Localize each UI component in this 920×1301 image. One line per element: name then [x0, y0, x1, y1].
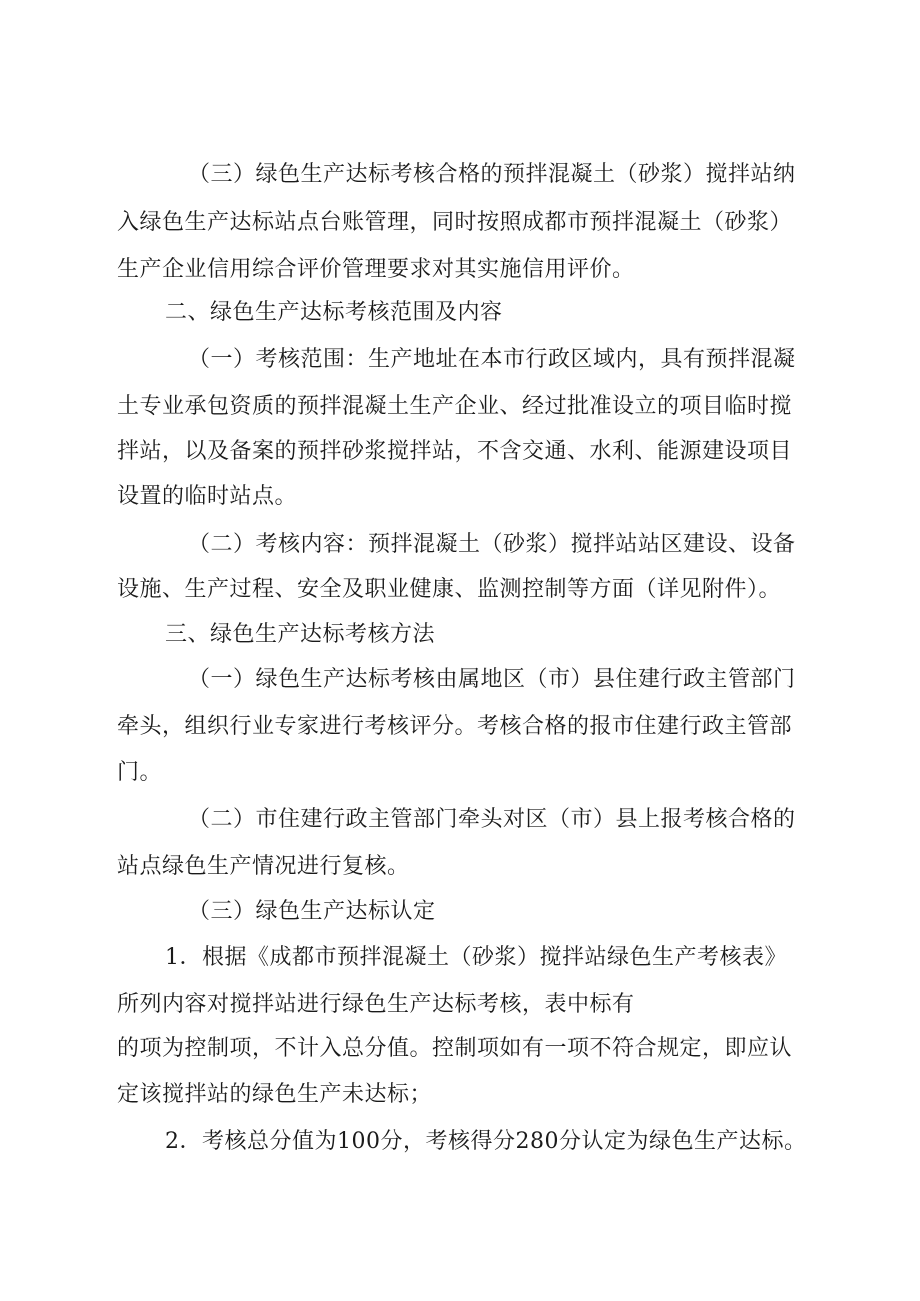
- section-heading: 二、绿色生产达标考核范围及内容: [165, 300, 503, 325]
- list-item: 1．根据《成都市预拌混凝土（砂浆）搅拌站绿色生产考核表》: [165, 945, 787, 970]
- paragraph-line: 定该搅拌站的绿色生产未达标；: [117, 1082, 433, 1107]
- paragraph-line: 生产企业信用综合评价管理要求对其实施信用评价。: [117, 257, 635, 282]
- paragraph-line: （一）考核范围：生产地址在本市行政区域内，具有预拌混凝: [188, 347, 796, 372]
- paragraph-line: （三）绿色生产达标考核合格的预拌混凝土（砂浆）搅拌站纳: [188, 162, 796, 187]
- paragraph-line: 设置的临时站点。: [117, 484, 298, 509]
- paragraph-line: 设施、生产过程、安全及职业健康、监测控制等方面（详见附件）。: [117, 577, 782, 602]
- paragraph-line: 入绿色生产达标站点台账管理，同时按照成都市预拌混凝土（砂浆）: [117, 210, 793, 235]
- subsection-heading: （三）绿色生产达标认定: [188, 899, 436, 924]
- paragraph-line: 站点绿色生产情况进行复核。: [117, 854, 410, 879]
- section-heading: 三、绿色生产达标考核方法: [165, 622, 436, 647]
- paragraph-line: 门。: [117, 760, 163, 785]
- paragraph-line: 所列内容对搅拌站进行绿色生产达标考核，表中标有: [117, 992, 635, 1017]
- paragraph-line: 土专业承包资质的预拌混凝土生产企业、经过批准设立的项目临时搅: [117, 394, 793, 419]
- list-item: 2．考核总分值为100分，考核得分280分认定为绿色生产达标。: [165, 1129, 807, 1154]
- paragraph-line: （二）市住建行政主管部门牵头对区（市）县上报考核合格的: [188, 807, 796, 832]
- paragraph-line: 的项为控制项，不计入总分值。控制项如有一项不符合规定，即应认: [117, 1036, 793, 1061]
- paragraph-line: 拌站，以及备案的预拌砂浆搅拌站，不含交通、水利、能源建设项目: [117, 439, 793, 464]
- paragraph-line: （一）绿色生产达标考核由属地区（市）县住建行政主管部门: [188, 667, 796, 692]
- paragraph-line: 牵头，组织行业专家进行考核评分。考核合格的报市住建行政主管部: [117, 714, 793, 739]
- paragraph-line: （二）考核内容：预拌混凝土（砂浆）搅拌站站区建设、设备: [188, 532, 796, 557]
